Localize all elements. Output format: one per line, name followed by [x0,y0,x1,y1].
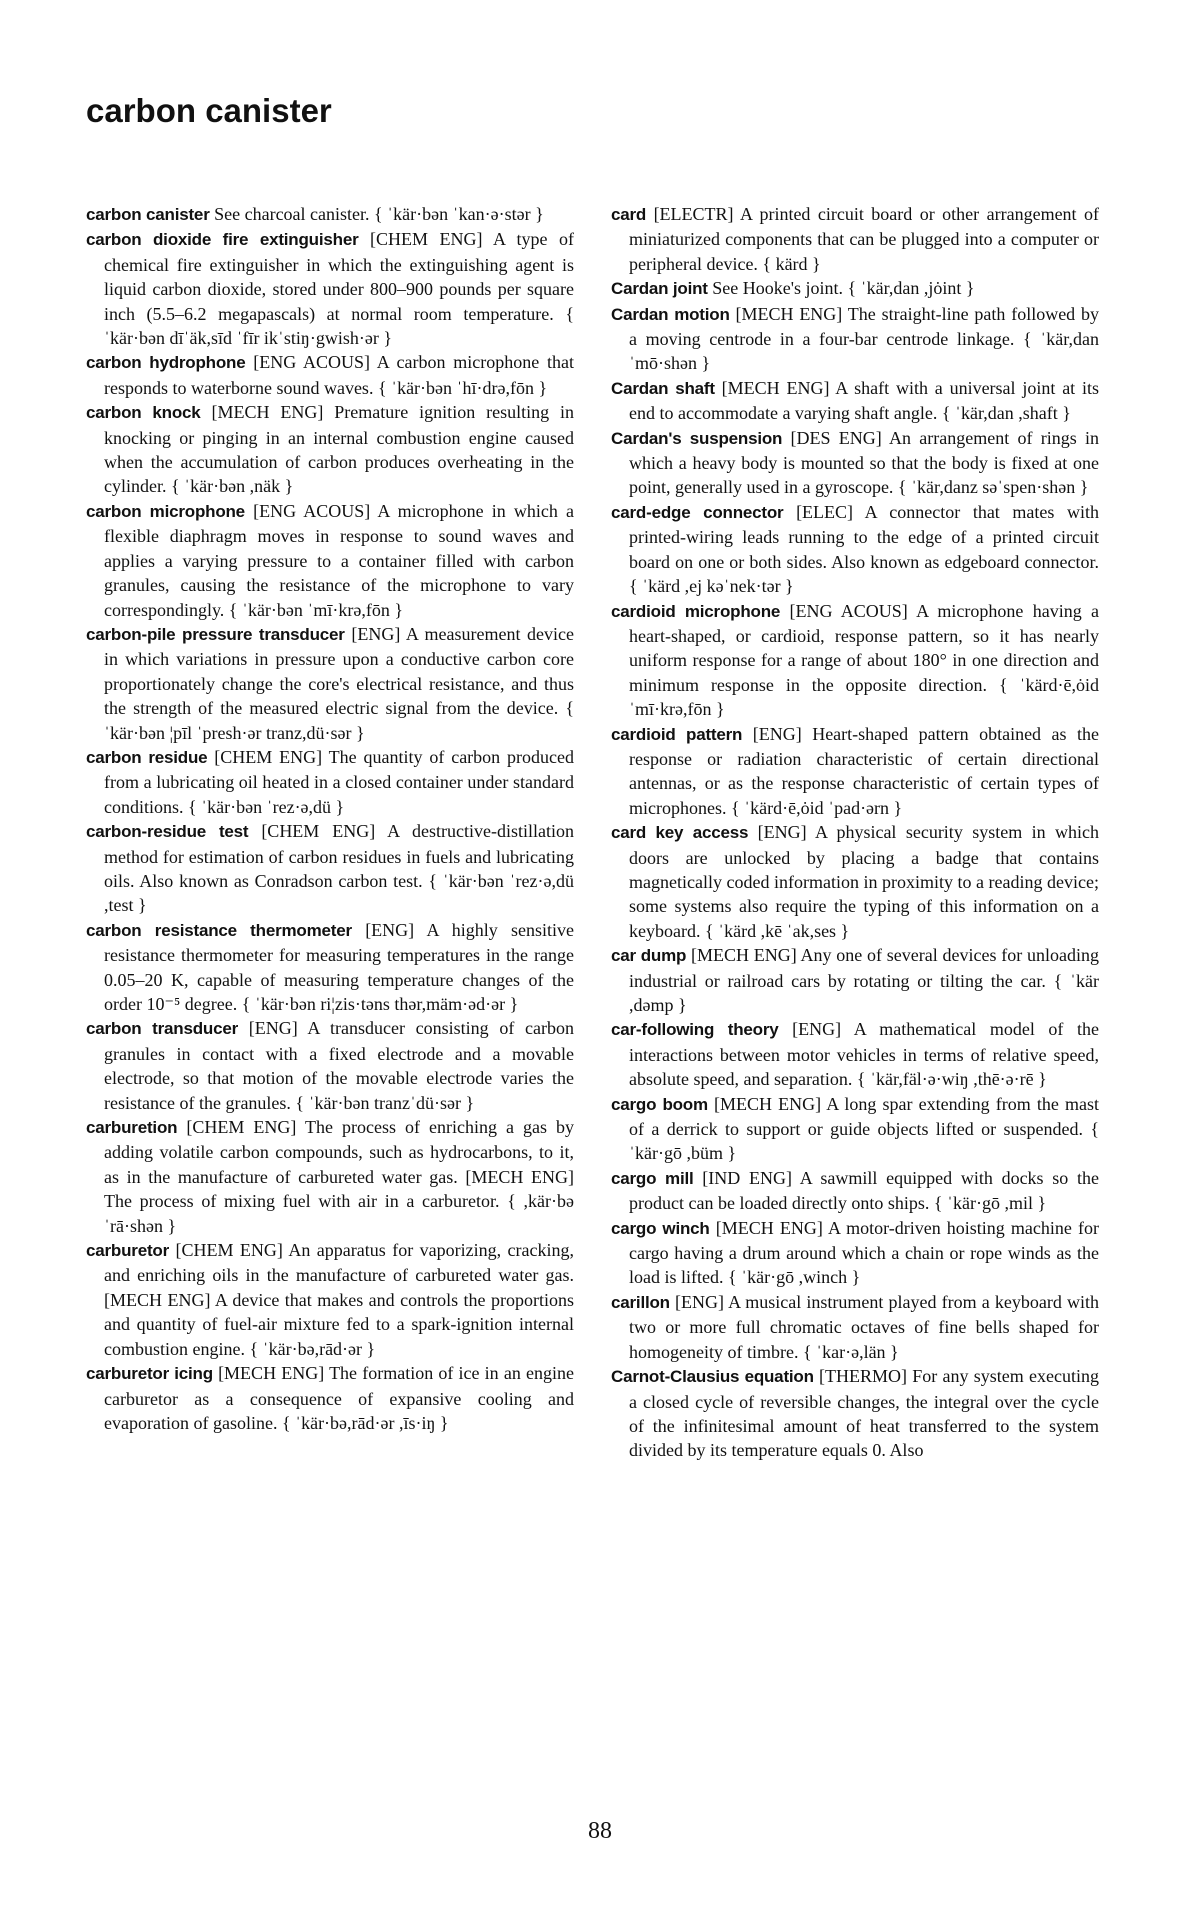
dictionary-entry [86,1115,574,1238]
entry-definition: [DES ENG] An arrangement of rings in which a heavy body is mounted so that the body is fixed at one point, generally used in a gyroscope. { ˈkär,danz səˈspen·shən } [629,427,1099,498]
dictionary-entry [611,943,1099,1017]
entry-definition: [CHEM ENG] The process of enriching a gas by adding volatile carbon compounds, such as hydrocarbons, to it, as in the manufacture of carbureted water gas. [MECH ENG] The process of mixing fuel with air in a carburetor. { ,kär·bəˈrā·shən } [104,1117,574,1236]
dictionary-entry [611,1364,1099,1463]
entry-term: Carnot-Clausius equation [611,1367,814,1387]
entry-definition: [ENG ACOUS] A microphone in which a flexible diaphragm moves in response to sound waves and applies a varying pressure to a container filled with carbon granules, causing the resistance of the microphone to vary correspondingly. { ˈkär·bən ˈmī·krə,fōn } [104,500,575,620]
dictionary-entry [86,819,574,918]
dictionary-entry [86,1238,574,1361]
dictionary-entry [611,276,1099,301]
entry-definition: [ELEC] A connector that mates with printed-wiring leads running to the edge of a printed circuit board on one or both sides. Also known as edgeboard connector. { ˈkärd ,ej kəˈnek·tər } [629,501,1099,597]
dictionary-entry [86,400,574,499]
entry-term: car dump [611,946,687,966]
dictionary-entry [86,622,574,745]
entry-term: carbon resistance thermometer [86,920,352,940]
entry-definition: [MECH ENG] Any one of several devices for unloading industrial or railroad cars by rotating or tilting the car. { ˈkär ,dəmp } [629,945,1100,1015]
entry-definition: [CHEM ENG] A destructive-distillation method for estimation of carbon residues in fuels and lubricating oils. Also known as Conradson carbon test. { ˈkär·bən ˈrez·ə,dü ,test } [104,821,575,916]
entry-term: car-following theory [611,1020,779,1040]
dictionary-entry [611,722,1099,821]
dictionary-entry [611,599,1099,722]
dictionary-entry [86,918,574,1017]
entry-definition: [ENG ACOUS] A microphone having a heart-shaped, or cardioid, response pattern, so it has nearly uniform response for a range of about 180° in one direction and minimum response in the opposite direction. { ˈkärd·ē,ȯid ˈmī·krə,fōn } [629,600,1099,720]
entry-definition: [ENG ACOUS] A carbon microphone that responds to waterborne sound waves. { ˈkär·bən ˈhī·drə,fōn } [104,352,575,398]
entry-term: card-edge connector [611,502,784,522]
dictionary-entry [86,1016,574,1115]
entry-term: carbon dioxide fire extinguisher [86,230,359,250]
dictionary-entry [611,820,1099,943]
entry-definition: [ENG] A physical security system in which doors are unlocked by placing a badge that contains magnetically coded information in proximity to a reading device; some systems also require the typing of this information on a keyboard. { ˈkärd ,kē ˈak,ses } [629,822,1100,941]
entry-definition: [ENG] Heart-shaped pattern obtained as the response or radiation characteristic of certain directional antennas, or as the response characteristic of certain types of microphones. { ˈkärd·ē,ȯid ˈpad·ərn } [629,723,1100,818]
entry-term: cargo mill [611,1168,694,1188]
entry-definition: [ENG] A highly sensitive resistance thermometer for measuring temperatures in the range 0.05–20 K, capable of measuring temperature changes of the order 10⁻⁵ degree. { ˈkär·bən ri¦zis·təns thər,mäm·əd·ər } [104,919,574,1014]
left-column [86,202,574,1435]
entry-term: carbon knock [86,403,201,423]
right-column [611,202,1099,1463]
dictionary-entry [611,426,1099,500]
entry-term: carburetor [86,1241,170,1261]
entry-term: carbon-pile pressure transducer [86,624,345,644]
entry-term: carbon microphone [86,501,245,521]
entry-definition: See charcoal canister. { ˈkär·bən ˈkan·ə·stər } [214,204,544,224]
dictionary-entry [86,227,574,350]
entry-term: card [611,205,647,224]
entry-definition: [ENG] A measurement device in which variations in pressure upon a conductive carbon core proportionately change the core's electrical resistance, and thus the strength of the measured electric signal from the device. { ˈkär·bən ¦pīl ˈpresh·ər tranz,dü·sər } [104,623,575,743]
entry-definition: [CHEM ENG] The quantity of carbon produced from a lubricating oil heated in a closed container under standard conditions. { ˈkär·bən ˈrez·ə,dü } [104,746,575,817]
entry-term: cargo winch [611,1218,710,1238]
entry-term: carbon canister [86,205,210,224]
entry-definition: [ENG] A musical instrument played from a keyboard with two or more full chromatic octaves of fine bells shaped for homogeneity of timbre. { ˈkar·ə,län } [629,1291,1100,1362]
dictionary-entry [611,1166,1099,1216]
entry-definition: [MECH ENG] A shaft with a universal joint at its end to accommodate a varying shaft angle. { ˈkär,dan ,shaft } [629,377,1100,424]
entry-term: carillon [611,1292,670,1312]
entry-term: carbon transducer [86,1019,239,1039]
entry-term: Cardan's suspension [611,428,783,448]
entry-definition: [MECH ENG] The straight-line path followed by a moving centrode in a four-bar centrode linkage. { ˈkär,dan ˈmō·shən } [629,303,1099,374]
dictionary-entry [611,1017,1099,1091]
entry-definition: [CHEM ENG] A type of chemical fire extinguisher in which the extinguishing agent is liquid carbon dioxide, stored under 800–900 pounds per square inch (5.5–6.2 megapascals) at normal room temperature. { ˈkär·bən dīˈäk,sīd ˈfīr ikˈstiŋ·gwish·ər } [104,229,575,349]
entry-definition: [MECH ENG] The formation of ice in an engine carburetor as a consequence of expansive cooling and evaporation of gasoline. { ˈkär·bə,rād·ər ,īs·iŋ } [104,1363,574,1433]
dictionary-entry [611,376,1099,426]
entry-definition: [MECH ENG] A motor-driven hoisting machine for cargo having a drum around which a chain or rope winds as the load is lifted. { ˈkär·gō ,winch } [629,1217,1099,1288]
entry-definition: [ELECTR] A printed circuit board or other arrangement of miniaturized components that can be plugged into a computer or peripheral device. { kärd } [629,204,1100,274]
entry-definition: [MECH ENG] A long spar extending from the mast of a derrick to support or guide objects lifted or suspended. { ˈkär·gō ,büm } [629,1093,1099,1164]
running-head: carbon canister [86,92,332,129]
entry-definition: [ENG] A transducer consisting of carbon granules in contact with a fixed electrode and a movable electrode, so that motion of the movable electrode varies the resistance of the granules. { ˈkär·bən tranzˈdü·sər } [104,1018,574,1113]
entry-term: carbon hydrophone [86,353,246,373]
entry-term: cargo boom [611,1094,708,1114]
entry-term: carburetor icing [86,1364,213,1384]
entry-term: carbon residue [86,747,208,767]
entry-definition: [ENG] A mathematical model of the interactions between motor vehicles in terms of relative speed, absolute speed, and separation. { ˈkär,fäl·ə·wiŋ ,thē·ə·rē } [629,1019,1099,1090]
entry-definition: [MECH ENG] Premature ignition resulting in knocking or pinging in an internal combustion engine caused when the accumulation of carbon produces overheating in the cylinder. { ˈkär·bən ,näk } [104,402,575,497]
entry-term: card key access [611,823,749,843]
page-number: 88 [588,1818,612,1844]
entry-definition: [CHEM ENG] An apparatus for vaporizing, cracking, and enriching oils in the manufacture of carbureted water gas. [MECH ENG] A device that makes and controls the proportions and quantity of fuel-air mixture fed to a spark-ignition internal combustion engine. { ˈkär·bə,rād·ər } [104,1240,575,1359]
dictionary-entry [86,350,574,400]
entry-term: Cardan motion [611,304,730,324]
entry-definition: [THERMO] For any system executing a closed cycle of reversible changes, the integral over the cycle of the infinitesimal amount of heat transferred to the system divided by its temperature equals 0. Also [629,1366,1099,1461]
dictionary-entry [611,202,1099,276]
entry-term: cardioid microphone [611,601,781,621]
dictionary-entry [611,302,1099,376]
dictionary-entry [611,500,1099,599]
dictionary-entry [86,202,574,227]
entry-definition: [IND ENG] A sawmill equipped with docks so the product can be loaded directly onto ships. { ˈkär·gō ,mil } [629,1167,1100,1214]
dictionary-entry [611,1092,1099,1166]
entry-definition: See Hooke's joint. { ˈkär,dan ,jȯint } [712,278,975,299]
dictionary-entry [611,1216,1099,1290]
dictionary-entry [86,1361,574,1435]
entry-term: Cardan shaft [611,378,715,398]
entry-term: Cardan joint [611,279,708,299]
dictionary-entry [86,499,574,622]
entry-term: cardioid pattern [611,724,743,744]
dictionary-entry [86,745,574,819]
entry-term: carburetion [86,1118,178,1138]
dictionary-entry [611,1290,1099,1364]
entry-term: carbon-residue test [86,822,249,842]
